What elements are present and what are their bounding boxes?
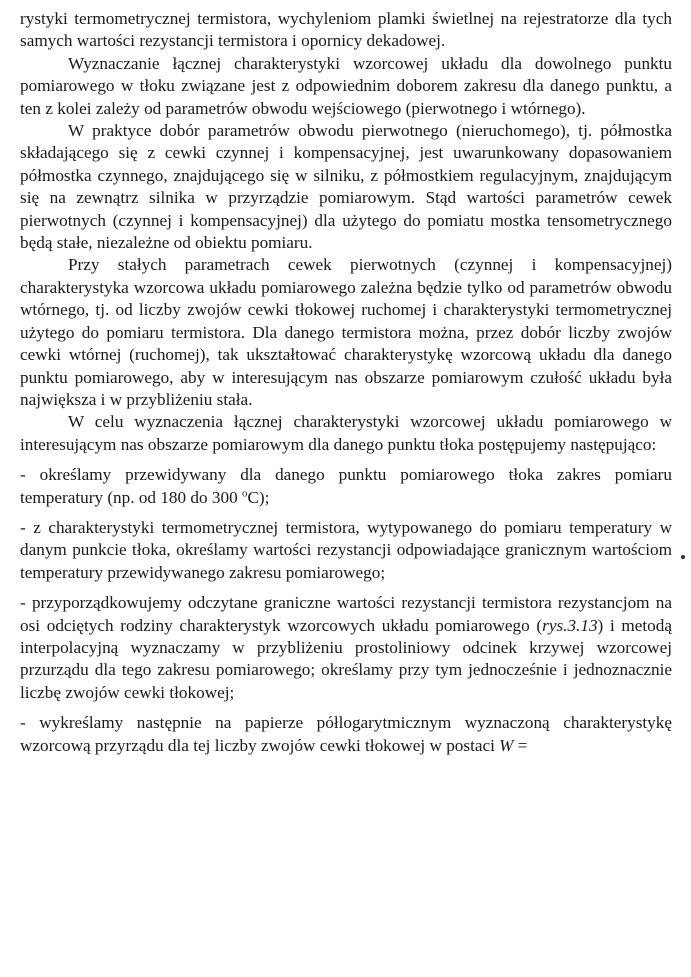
paragraph-4: Przy stałych parametrach cewek pierwotnych (czynnej i kompensacyjnej) charakterystyka wzorcowa układu pomiarowego zależna będzie tylko od parametrów obwodu wtórnego, tj. od liczby zwojów cewki tłokowej ruchomej i charakterystyki termometrycznej użytego do pomiaru termistora. Dla danego termistora można, przez dobór liczby zwojów cewki wtórnej (ruchomej), tak ukształtować charakterystykę wzorcową układu dla danego punktu pomiarowego, aby w interesującym nas obszarze pomiarowym czułość układu była największa i w przybliżeniu stała. <box>20 255 672 409</box>
formula-variable: W <box>499 735 514 755</box>
list-item-1 <box>20 464 672 509</box>
paragraph-2: Wyznaczanie łącznej charakterystyki wzorcowej układu dla dowolnego punktu pomiarowego w tłoku związane jest z odpowiednim doborem zakresu dla danego punktu, a ten z kolei zależy od parametrów obwodu wejściowego (pierwotnego i wtórnego). <box>20 53 672 118</box>
scan-speck <box>681 555 685 559</box>
paragraph-3: W praktyce dobór parametrów obwodu pierwotnego (nieruchomego), tj. półmostka składającego się z cewki czynnej i kompensacyjnej, jest uwarunkowany dopasowaniem półmostka czynnego, znajdującego się w silniku, z półmostkiem regulacyjnym, znajdującym się na zewnątrz silnika w przyrządzie pomiarowym. Stąd wartości parametrów cewek pierwotnych (czynnej i kompensacyjnej) dla użytego do pomiatu mostka tensometrycznego będą stałe, niezależne od obiektu pomiaru. <box>20 121 672 253</box>
list-item-1-text: - określamy przewidywany dla danego punktu pomiarowego tłoka zakres pomiaru temperatury (np. od 180 do 300 <box>20 465 672 507</box>
list-item-3-text: - przyporządkowujemy odczytane graniczne wartości rezystancji termistora rezystancjom na osi odciętych rodziny charakterystyk wzorcowych układu pomiarowego ( <box>20 593 672 635</box>
paragraph-5: W celu wyznaczenia łącznej charakterystyki wzorcowej układu pomiarowego w interesującym nas obszarze pomiarowym dla danego punktu tłoka postępujemy następująco: <box>20 412 672 454</box>
list-item-4 <box>20 712 672 757</box>
list-item-1-tail: C); <box>247 487 270 507</box>
list-item-3-tail: ) i metodą interpolacyjną wyznaczamy w przybliżeniu prostoliniowy odcinek krzywej wzorcowej przurządu dla tego zakresu pomiarowego; określamy przy tym jednocześnie i jednoznacznie liczbę zwojów cewki tłokowej; <box>20 615 673 702</box>
list-item-4-text: - wykreślamy następnie na papierze półlogarytmicznym wyznaczoną charakterystykę wzorcową przyrządu dla tej liczby zwojów cewki tłokowej w postaci <box>20 713 672 755</box>
list-item-3 <box>20 592 672 704</box>
figure-reference: rys.3.13 <box>542 615 598 635</box>
document-page <box>20 8 672 757</box>
degree-sup: o <box>241 486 248 499</box>
list-item-4-tail: = <box>513 735 528 755</box>
list-item-2: - z charakterystyki termometrycznej termistora, wytypowanego do pomiaru temperatury w danym punkcie tłoka, określamy wartości rezystancji odpowiadające granicznym wartościom temperatury przewidywanego zakresu pomiarowego; <box>20 517 672 582</box>
paragraph-1: rystyki termometrycznej termistora, wychyleniom plamki świetlnej na rejestratorze dla tych samych wartości rezystancji termistora i opornicy dekadowej. <box>20 9 672 51</box>
